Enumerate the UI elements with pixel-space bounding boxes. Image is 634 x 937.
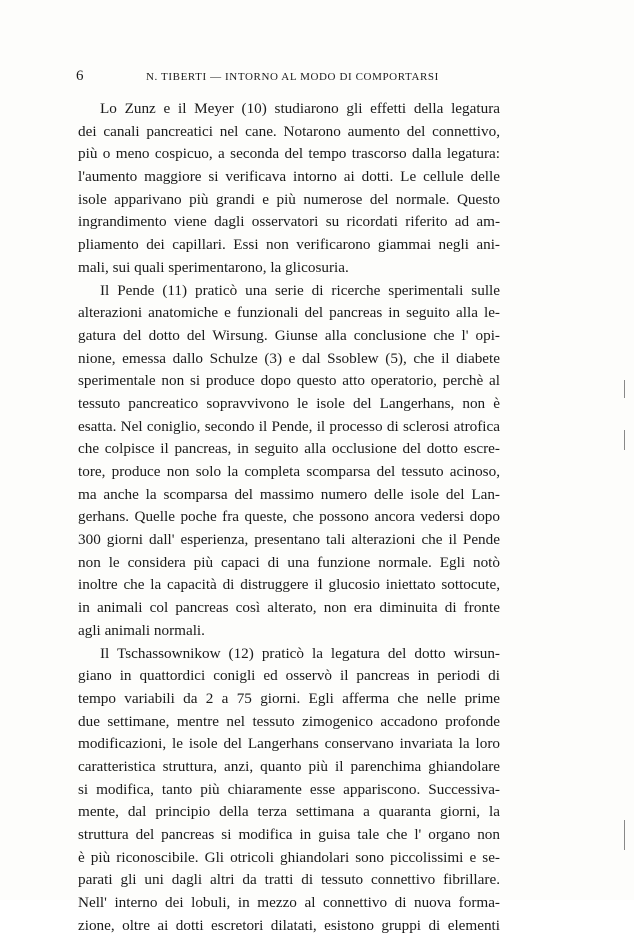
text-line: caratteristica struttura, anzi, quanto più il parenchima ghiandolare	[78, 756, 500, 779]
text-line: Il Tschassownikow (12) praticò la legatura del dotto wirsun-	[78, 643, 500, 666]
text-line: più o meno cospicuo, a seconda del tempo trascorso dalla legatura:	[78, 143, 500, 166]
text-line: alterazioni anatomiche e funzionali del pancreas in seguito alla le-	[78, 302, 500, 325]
paragraph-3	[78, 643, 500, 937]
text-line: tessuto pancreatico sopravvivono le isole del Langerhans, non è	[78, 393, 500, 416]
text-line: è più riconoscibile. Gli otricoli ghiandolari sono piccolissimi e se-	[78, 847, 500, 870]
page-number: 6	[76, 68, 84, 85]
page-header	[76, 68, 516, 90]
text-line: in animali col pancreas così alterato, non era diminuita di fronte	[78, 597, 500, 620]
text-line: agli animali normali.	[78, 620, 500, 643]
text-line: due settimane, mentre nel tessuto zimogenico accadono profonde	[78, 711, 500, 734]
text-line: isole apparivano più grandi e più numerose del normale. Questo	[78, 189, 500, 212]
text-line: gerhans. Quelle poche fra queste, che possono ancora vedersi dopo	[78, 506, 500, 529]
text-line: 300 giorni dall' esperienza, presentano tali alterazioni che il Pende	[78, 529, 500, 552]
paragraph-1	[78, 98, 500, 280]
text-line: parati gli uni dagli altri da tratti di tessuto connettivo fibrillare.	[78, 869, 500, 892]
text-line: tempo variabili da 2 a 75 giorni. Egli afferma che nelle prime	[78, 688, 500, 711]
text-line: sperimentale non si produce dopo questo atto operatorio, perchè al	[78, 370, 500, 393]
scan-edge-mark	[624, 820, 625, 850]
text-line: modificazioni, le isole del Langerhans conservano invariata la loro	[78, 733, 500, 756]
text-line: Il Pende (11) praticò una serie di ricerche sperimentali sulle	[78, 280, 500, 303]
text-line: giano in quattordici conigli ed osservò il pancreas in periodi di	[78, 665, 500, 688]
text-line: inoltre che la capacità di distruggere il glucosio iniettato sottocute,	[78, 574, 500, 597]
text-line: gatura del dotto del Wirsung. Giunse alla conclusione che l' opi-	[78, 325, 500, 348]
text-line: si modifica, tanto più chiaramente esse appariscono. Successiva-	[78, 779, 500, 802]
text-line: che colpisce il pancreas, in seguito alla occlusione del dotto escre-	[78, 438, 500, 461]
body-text	[78, 98, 500, 937]
text-line: l'aumento maggiore si verificava intorno ai dotti. Le cellule delle	[78, 166, 500, 189]
text-line: nione, emessa dallo Schulze (3) e dal Ssoblew (5), che il diabete	[78, 348, 500, 371]
text-line: zione, oltre ai dotti escretori dilatati, esistono gruppi di elementi	[78, 915, 500, 937]
paragraph-2	[78, 280, 500, 643]
text-line: Nell' interno dei lobuli, in mezzo al connettivo di nuova forma-	[78, 892, 500, 915]
text-line: Lo Zunz e il Meyer (10) studiarono gli effetti della legatura	[78, 98, 500, 121]
text-line: dei canali pancreatici nel cane. Notarono aumento del connettivo,	[78, 121, 500, 144]
running-head: N. TIBERTI — INTORNO AL MODO DI COMPORTARSI	[146, 71, 439, 83]
text-line: non le considera più capaci di una funzione normale. Egli notò	[78, 552, 500, 575]
text-line: tore, produce non solo la completa scomparsa del tessuto acinoso,	[78, 461, 500, 484]
text-line: mali, sui quali sperimentarono, la glicosuria.	[78, 257, 500, 280]
text-line: ma anche la scomparsa del massimo numero delle isole del Lan-	[78, 484, 500, 507]
text-line: pliamento dei capillari. Essi non verificarono giammai negli ani-	[78, 234, 500, 257]
scan-edge-mark	[624, 380, 625, 398]
text-line: ingrandimento viene dagli osservatori su ricordati riferito ad am-	[78, 211, 500, 234]
text-line: esatta. Nel coniglio, secondo il Pende, il processo di sclerosi atrofica	[78, 416, 500, 439]
text-line: mente, dal principio della terza settimana a quaranta giorni, la	[78, 801, 500, 824]
scan-edge-mark	[624, 430, 625, 450]
text-line: struttura del pancreas si modifica in guisa tale che l' organo non	[78, 824, 500, 847]
